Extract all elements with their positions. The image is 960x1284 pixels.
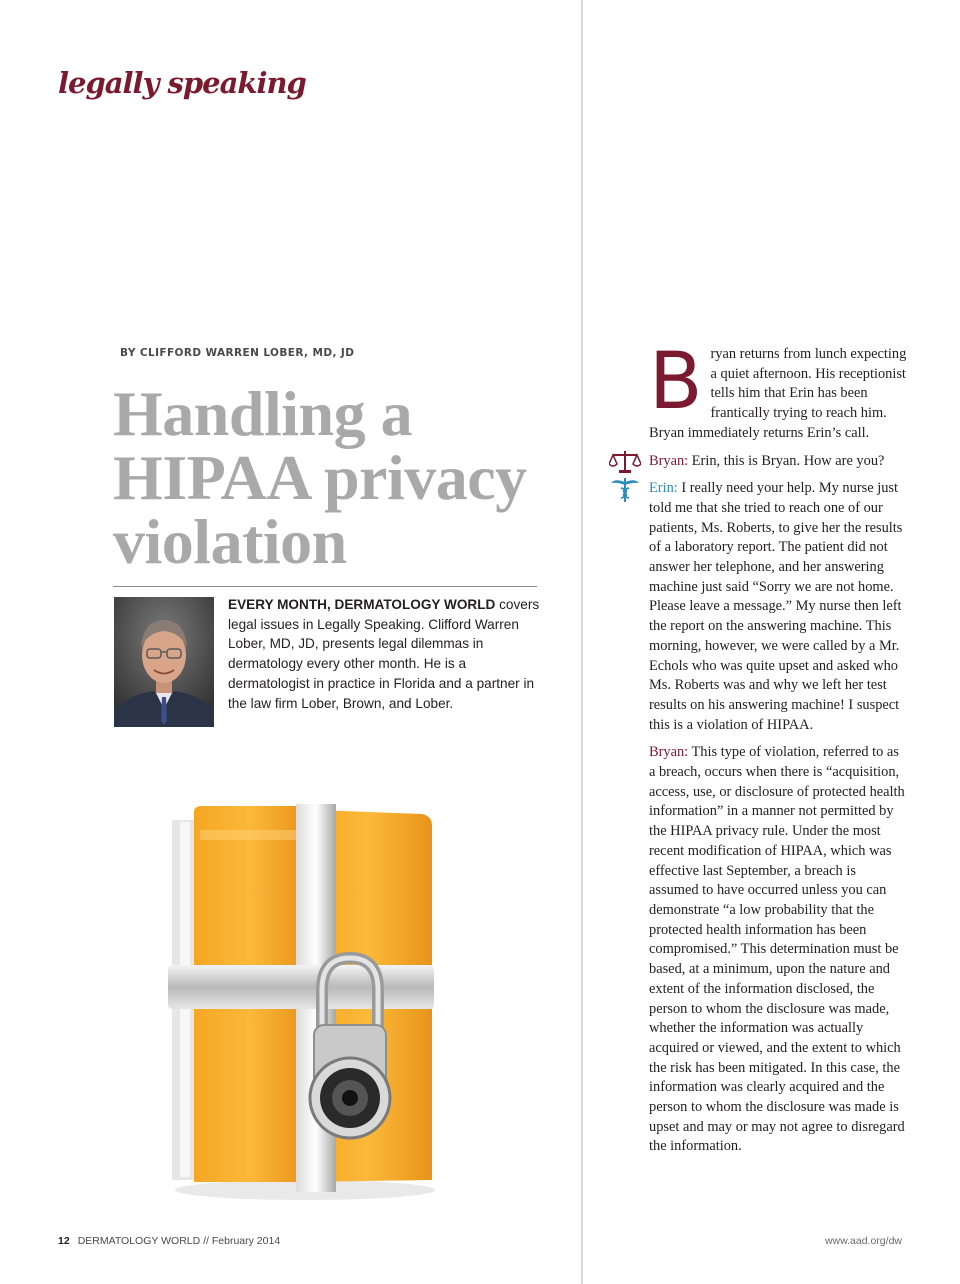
bio-lead: EVERY MONTH, DERMATOLOGY WORLD: [228, 597, 496, 612]
caduceus-icon: [609, 476, 641, 502]
section-title: legally speaking: [58, 66, 306, 100]
speaker-label: Bryan:: [649, 452, 689, 469]
page-number: 12: [58, 1235, 70, 1247]
page-gutter-divider: [581, 0, 583, 1284]
intro-text: ryan returns from lunch expecting a quiet afternoon. His receptionist tells him that Erin has been frantically trying to reach him. Bryan immediately returns Erin’s call.: [649, 346, 907, 441]
dialogue-erin-1: [649, 479, 907, 735]
headline: [113, 378, 573, 577]
locked-folder-illustration: [150, 790, 460, 1210]
headline-line-1: Handling a: [113, 378, 413, 449]
dialogue-bryan-2: [649, 743, 907, 1157]
bio-text: covers legal issues in Legally Speaking. Clifford Warren Lober, MD, JD, presents legal dilemmas in dermatology every other month. He is a dermatologist in practice in Florida and a partner in the law firm Lober, Brown, and Lober.: [228, 597, 540, 711]
dialogue-bryan-1: [649, 452, 907, 472]
author-bio: [228, 595, 540, 713]
dialogue-text: This type of violation, referred to as a breach, occurs when there is “acquisition, access, use, or disclosure of protected health information” in a manner not permitted by the HIPAA privacy rule. Under the most recent modification of HIPAA, which was effective last September, a breach is assumed to have occurred unless you can demonstrate “a low probability that the protected health information has been compromised.” This determination must be based, at a minimum, upon the nature and extent of the information disclosed, the person to whom the disclosure was made, whether the information was actually acquired or viewed, and the extent to which the risk has been mitigated. In this case, the information was clearly acquired and the person to whom the disclosure was made is upset and may or may not agree to disregard the information.: [649, 744, 905, 1155]
scales-icon: [609, 449, 641, 475]
author-portrait: [114, 597, 214, 727]
publication-line: DERMATOLOGY WORLD // February 2014: [77, 1235, 281, 1247]
dialogue-text: Erin, this is Bryan. How are you?: [688, 452, 885, 469]
footer-folio: [58, 1235, 280, 1247]
speaker-label: Bryan:: [649, 744, 689, 761]
article-intro: [649, 337, 907, 444]
dialogue-text: I really need your help. My nurse just told me that she tried to reach one of our patients, Ms. Roberts, to give her the results of a laboratory report. The patient did not answer her telephone, and her answering machine just said “Sorry we are not home. Please leave a message.” My nurse then left the report on the answering machine. This morning, however, we were called by a Mr. Echols who was quite upset and asked who Ms. Roberts was and why we left her test results on his answering machine! I suspect this is a violation of HIPAA.: [649, 480, 903, 733]
footer-url: www.aad.org/dw: [824, 1235, 902, 1247]
byline: BY CLIFFORD WARREN LOBER, MD, JD: [120, 347, 355, 359]
headline-line-3: violation: [113, 506, 347, 577]
headline-line-2: HIPAA privacy: [113, 442, 527, 513]
headline-rule: [113, 586, 537, 587]
drop-cap: B: [649, 337, 703, 427]
speaker-label: Erin:: [649, 480, 678, 497]
article-body: [649, 337, 907, 1165]
